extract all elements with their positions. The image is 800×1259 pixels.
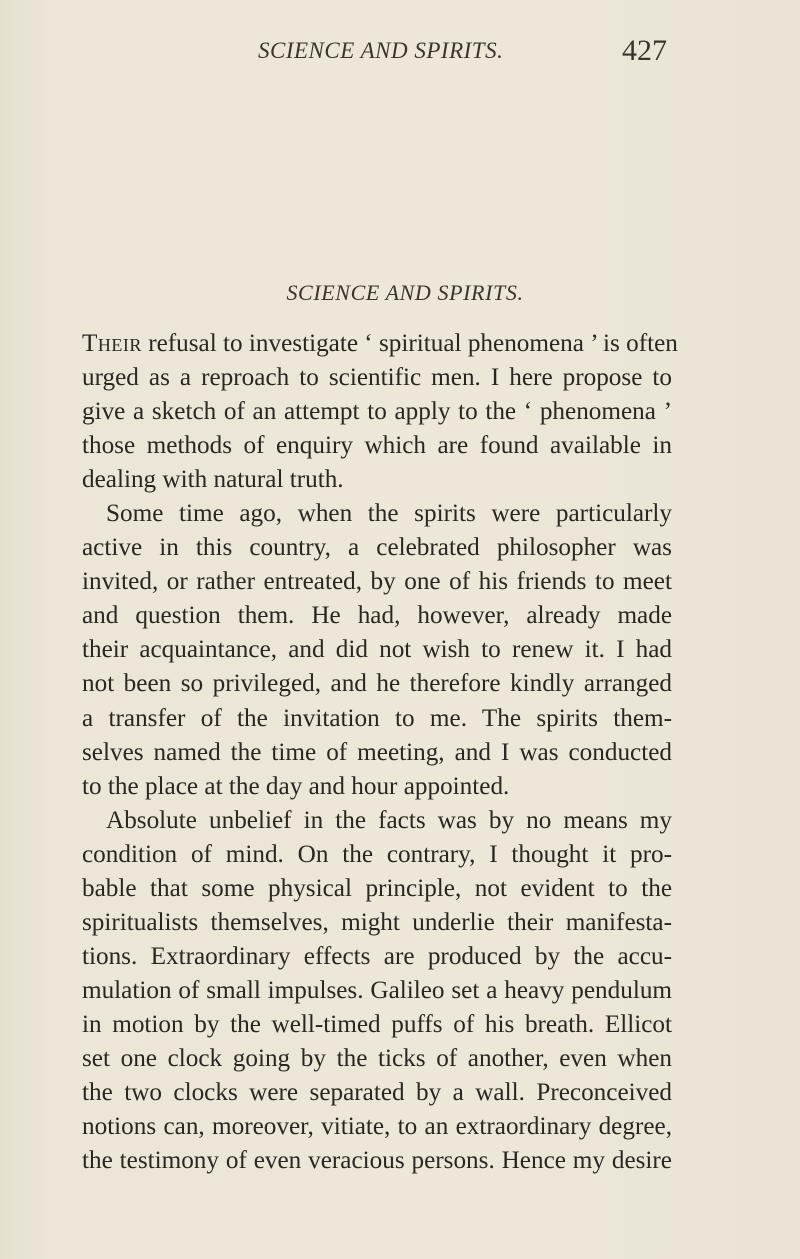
paragraph-start-line: Absolute unbelief in the facts was by no means my	[106, 806, 672, 834]
running-head-title: SCIENCE AND SPIRITS.	[258, 38, 504, 63]
text-line: bable that some physical principle, not evident to the	[82, 874, 672, 902]
text-line: condition of mind. On the contrary, I thought it pro-	[82, 840, 672, 868]
text-line: selves named the time of meeting, and I was conducted	[82, 738, 672, 766]
text-line: urged as a reproach to scientific men. I here propose to	[82, 364, 672, 392]
text-line: the two clocks were separated by a wall. Preconceived	[82, 1079, 672, 1107]
chapter-title: SCIENCE AND SPIRITS.	[286, 280, 524, 305]
text-line: give a sketch of an attempt to apply to the ‘ phenomena ’	[82, 398, 672, 426]
text-line: a transfer of the invitation to me. The spirits them-	[82, 704, 672, 732]
text-line: mulation of small impulses. Galileo set a heavy pendulum	[82, 976, 672, 1004]
text-line: set one clock going by the ticks of another, even when	[82, 1044, 672, 1072]
text-line: Their refusal to investigate ‘ spiritual phenomena ’ is often	[82, 330, 678, 357]
first-word: Their	[82, 330, 142, 357]
body-text	[82, 327, 678, 1178]
running-head	[0, 34, 800, 74]
text-line: the testimony of even veracious persons. Hence my desire	[82, 1147, 672, 1175]
paragraph-start-line: Some time ago, when the spirits were particularly	[106, 500, 672, 528]
text-line: and question them. He had, however, already made	[82, 602, 672, 630]
text-line: those methods of enquiry which are found available in	[82, 432, 672, 460]
text-line: tions. Extraordinary effects are produced by the accu-	[82, 942, 672, 970]
text-line: not been so privileged, and he therefore kindly arranged	[82, 670, 672, 698]
text-line: in motion by the well-timed puffs of his breath. Ellicot	[82, 1010, 672, 1038]
page-number: 427	[622, 34, 667, 67]
text-line: to the place at the day and hour appointed.	[82, 772, 510, 800]
text-line: their acquaintance, and did not wish to renew it. I had	[82, 636, 672, 664]
text-line: dealing with natural truth.	[82, 466, 344, 494]
text-line: active in this country, a celebrated philosopher was	[82, 534, 672, 562]
text-line: invited, or rather entreated, by one of his friends to meet	[82, 568, 672, 596]
text-line: notions can, moreover, vitiate, to an extraordinary degree,	[82, 1113, 672, 1141]
text-line: spiritualists themselves, might underlie their manifesta-	[82, 908, 672, 936]
